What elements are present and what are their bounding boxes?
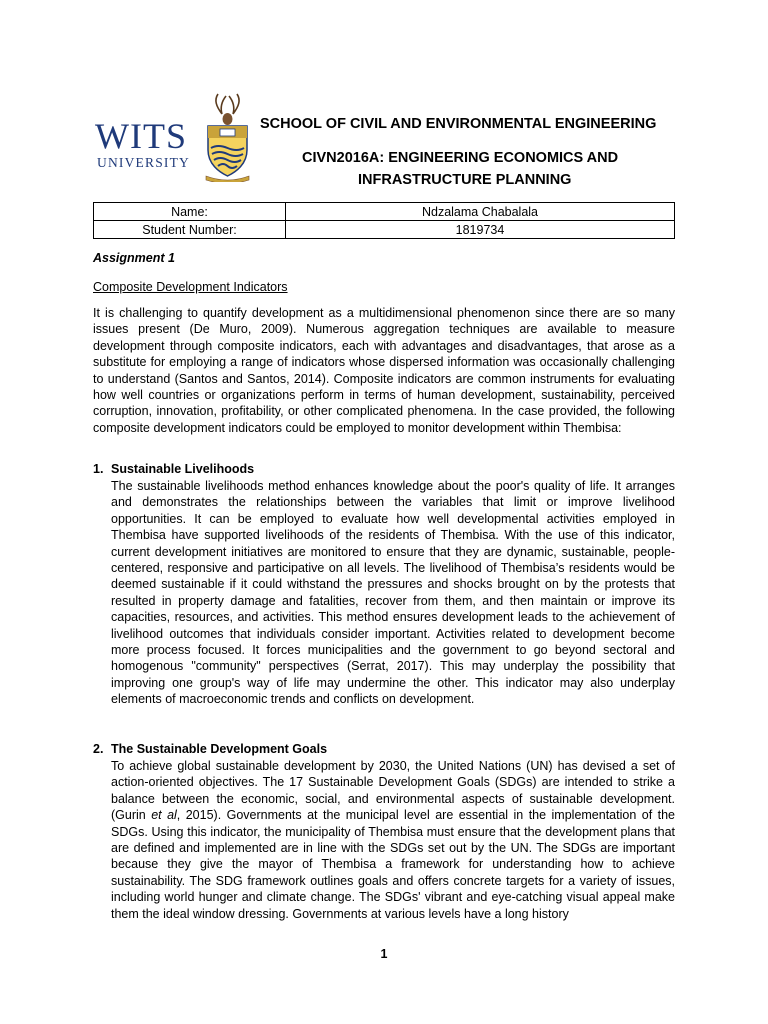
intro-paragraph: It is challenging to quantify development as a multidimensional phenomenon since there are so many issues present (De Muro, 2009). Numerous aggregation techniques are available to measure development through composite indicators, each with advantages and disadvantages, that arose as a substitute for employing a range of indicators whose dispersed information was occasionally challenging to understand (Santos and Santos, 2014). Composite indicators are common instruments for evaluating how well countries or organizations perform in terms of human development, sustainability, perceived corruption, innovation, profitability, or other complicated phenomena. In the case provided, the following composite development indicators could be employed to monitor development within Thembisa:: [93, 306, 675, 435]
course-heading-line2: INFRASTRUCTURE PLANNING: [358, 172, 572, 188]
page-number: 1: [380, 947, 388, 961]
name-label: Name:: [94, 203, 286, 221]
list-item-body-2: [111, 758, 675, 922]
university-crest-icon: [200, 92, 255, 182]
table-row: [94, 221, 675, 239]
list-title-1: Sustainable Livelihoods: [111, 462, 255, 476]
student-number-value: 1819734: [286, 221, 675, 239]
section-title: Composite Development Indicators: [93, 280, 288, 294]
student-number-label: Student Number:: [94, 221, 286, 239]
assignment-title: Assignment 1: [93, 251, 175, 265]
table-row: [94, 203, 675, 221]
wits-logo: [95, 92, 255, 184]
school-heading: SCHOOL OF CIVIL AND ENVIRONMENTAL ENGINEERING: [260, 116, 657, 132]
course-heading-line1: CIVN2016A: ENGINEERING ECONOMICS AND: [302, 150, 619, 166]
body-text: To achieve global sustainable development by 2030, the United Nations (UN) has devised a set of action-oriented objectives. The 17 Sustainable Development Goals (SDGs) are intended to strike a balance between the economic, social, and environmental aspects of sustainable development. (Gurin: [111, 759, 675, 823]
logo-subtitle: UNIVERSITY: [97, 155, 190, 170]
body-text: , 2015). Governments at the municipal level are essential in the implementation of the SDGs. Using this indicator, the municipality of Thembisa must ensure that the development plans that are defined and implemented are in line with the SDGs set out by the UN. The SDGs are important because they give the mayor of Thembisa a framework for understanding how to achieve sustainability. The SDG framework outlines goals and offers concrete targets for a variety of issues, including world hunger and climate change. The SDGs' vibrant and eye-catching visual appeal make them the ideal window dressing. Governments at various levels have a long history: [111, 808, 675, 921]
list-number-2: 2.: [93, 742, 104, 756]
student-info-table: [93, 202, 675, 239]
name-value: Ndzalama Chabalala: [286, 203, 675, 221]
list-number-1: 1.: [93, 462, 104, 476]
list-item-body-1: The sustainable livelihoods method enhances knowledge about the poor's quality of life. It arranges and demonstrates the relationships between the variables that limit or improve livelihood opportunities. It can be employed to evaluate how well developmental activities employed in Thembisa have supported livelihoods of the residents of Thembisa. With the use of this indicator, current development initiatives are monitored to ensure that they are dynamic, sustainable, people-centered, responsive and participative on all levels. The livelihood of Thembisa’s residents would be deemed sustainable if it could withstand the pressures and shocks brought on by the protests that resulted in property damage and fatalities, recover from them, and then maintain or improve its capacities, resources, and activities. This method ensures development leads to the achievement of livelihood outcomes that individuals consider important. Activities related to development become more process focused. It forces municipalities and the government to go beyond sectoral and homogenous "community" perspectives (Serrat, 2017). This may underplay the possibility that improving one group's way of life may undermine the other. This indicator may also underplay elements of macroeconomic trends and conflicts on development.: [111, 479, 675, 707]
list-title-2: The Sustainable Development Goals: [111, 742, 328, 756]
citation-italic: et al: [151, 808, 177, 823]
logo-wordmark: WITS: [95, 116, 187, 156]
